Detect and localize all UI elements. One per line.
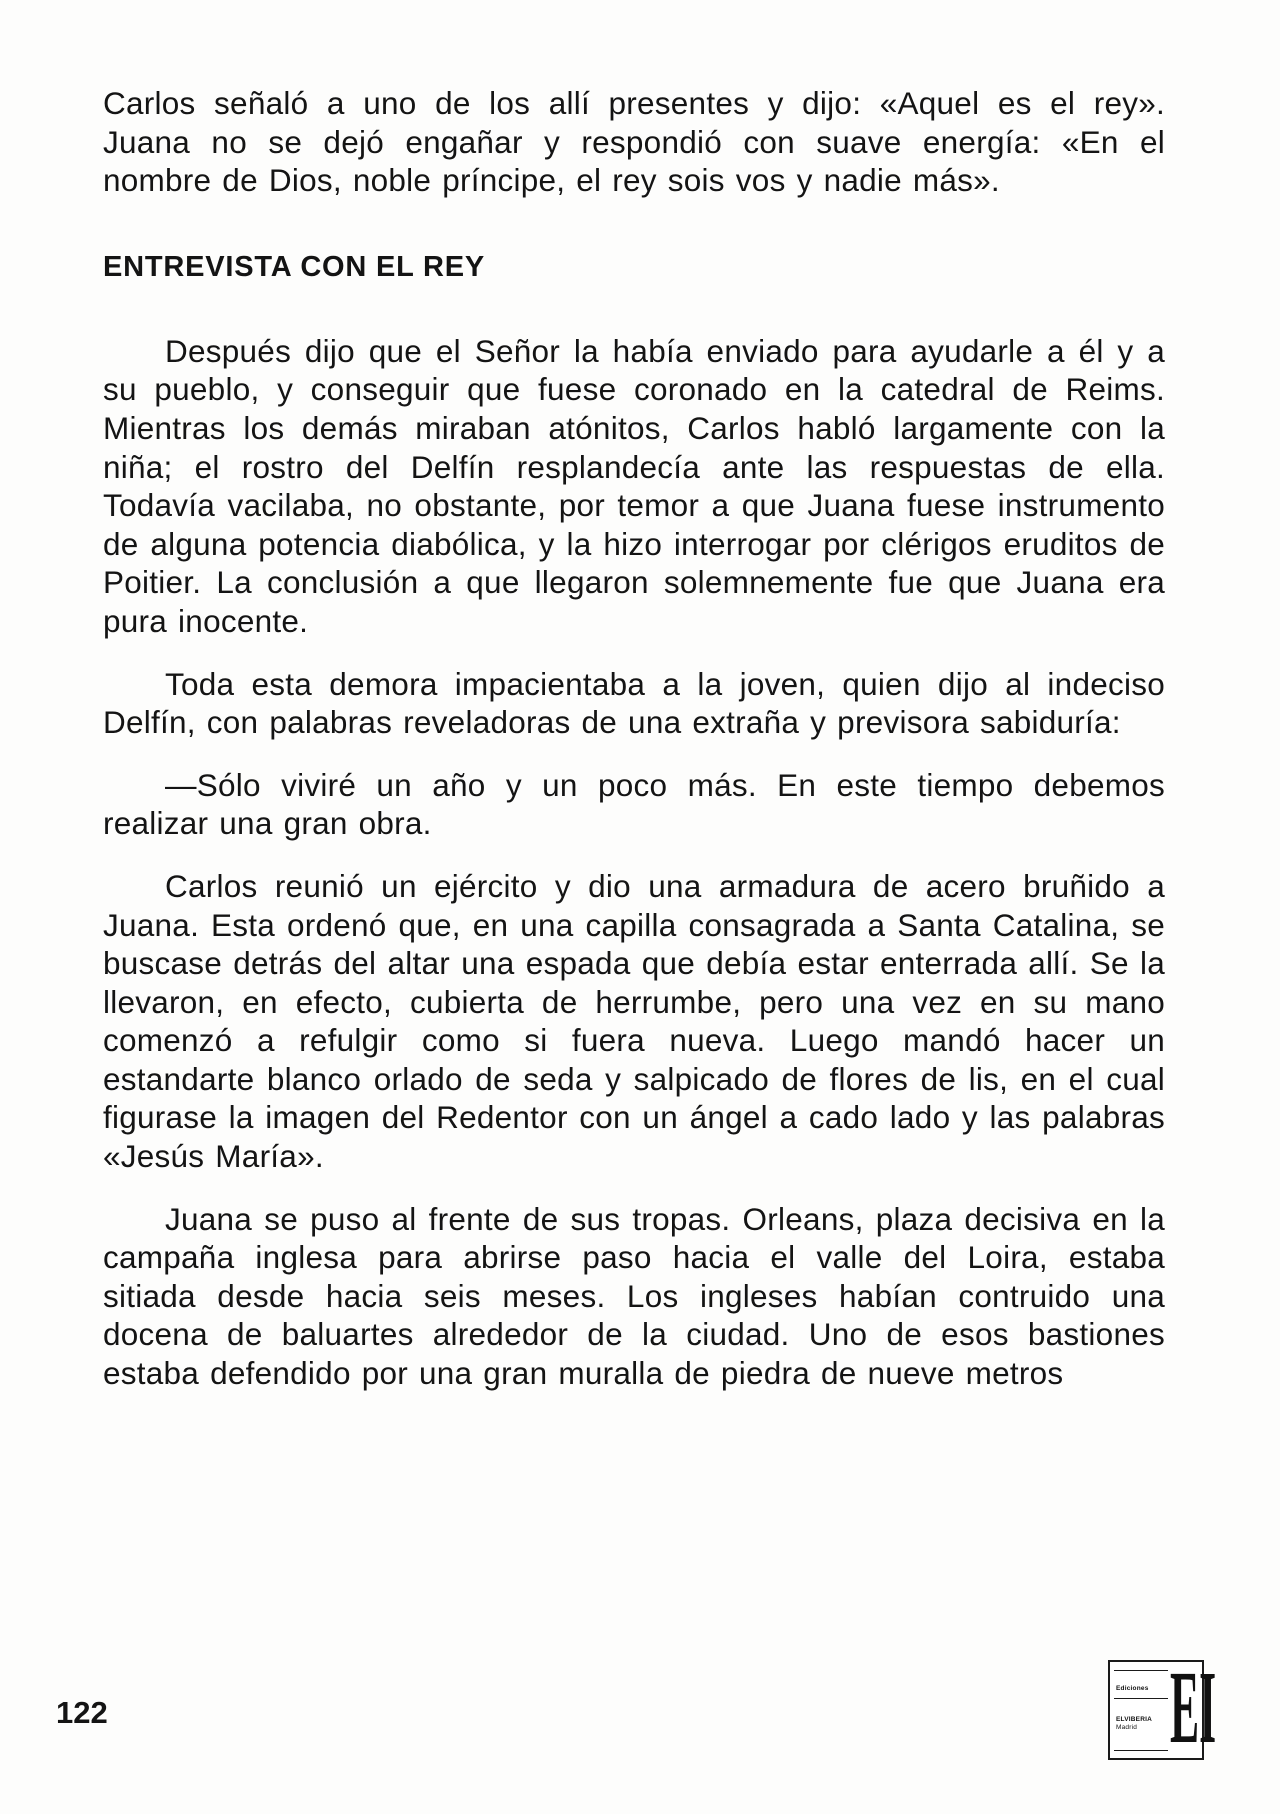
paragraph-opening: Carlos señaló a uno de los allí presentes y dijo: «Aquel es el rey». Juana no se dejó engañar y respondió con suave energía: «En el nombre de Dios, noble príncipe, el rey sois vos y nadie más».	[103, 85, 1165, 199]
paragraph-army: Carlos reunió un ejército y dio una armadura de acero bruñido a Juana. Esta ordenó que, en una capilla consagrada a Santa Catalina, se buscase detrás del altar una espada que debía estar enterrada allí. Se la llevaron, en efecto, cubierta de herrumbe, pero una vez en su mano comenzó a refulgir como si fuera nueva. Luego mandó hacer un estandarte blanco orlado de seda y salpicado de flores de lis, en el cual figurase la imagen del Redentor con un ángel a cado lado y las palabras «Jesús María».	[103, 867, 1165, 1175]
logo-text-city: Madrid	[1116, 1724, 1138, 1731]
logo-text-publisher: ELVIBERIA	[1116, 1716, 1152, 1723]
text-column	[103, 84, 1165, 1393]
page-number: 122	[56, 1695, 108, 1730]
paragraph-orleans: Juana se puso al frente de sus tropas. Orleans, plaza decisiva en la campaña inglesa para abrirse paso hacia el valle del Loira, estaba sitiada desde hacia seis meses. Los ingleses habían contruido una docena de baluartes alrededor de la ciudad. Uno de esos bastiones estaba defendido por una gran muralla de piedra de nueve metros	[103, 1200, 1165, 1392]
logo-rule	[1114, 1750, 1168, 1751]
logo-rule	[1114, 1698, 1168, 1699]
logo-text-ediciones: Ediciones	[1116, 1685, 1149, 1692]
publisher-logo	[1108, 1650, 1217, 1765]
logo-mark: EI	[1170, 1650, 1217, 1765]
section-heading: ENTREVISTA CON EL REY	[103, 250, 486, 283]
logo-rule	[1114, 1670, 1168, 1671]
paragraph-interview: Después dijo que el Señor la había enviado para ayudarle a él y a su pueblo, y conseguir que fuese coronado en la catedral de Reims. Mientras los demás miraban atónitos, Carlos habló largamente con la niña; el rostro del Delfín resplandecía ante las respuestas de ella. Todavía vacilaba, no obstante, por temor a que Juana fuese instrumento de alguna potencia diabólica, y la hizo interrogar por clérigos eruditos de Poitier. La conclusión a que llegaron solemnemente fue que Juana era pura inocente.	[103, 332, 1165, 639]
paragraph-delay: Toda esta demora impacientaba a la joven, quien dijo al indeciso Delfín, con palabras reveladoras de una extraña y previsora sabiduría:	[103, 665, 1165, 741]
paragraph-dialogue: —Sólo viviré un año y un poco más. En este tiempo debemos realizar una gran obra.	[103, 766, 1165, 842]
